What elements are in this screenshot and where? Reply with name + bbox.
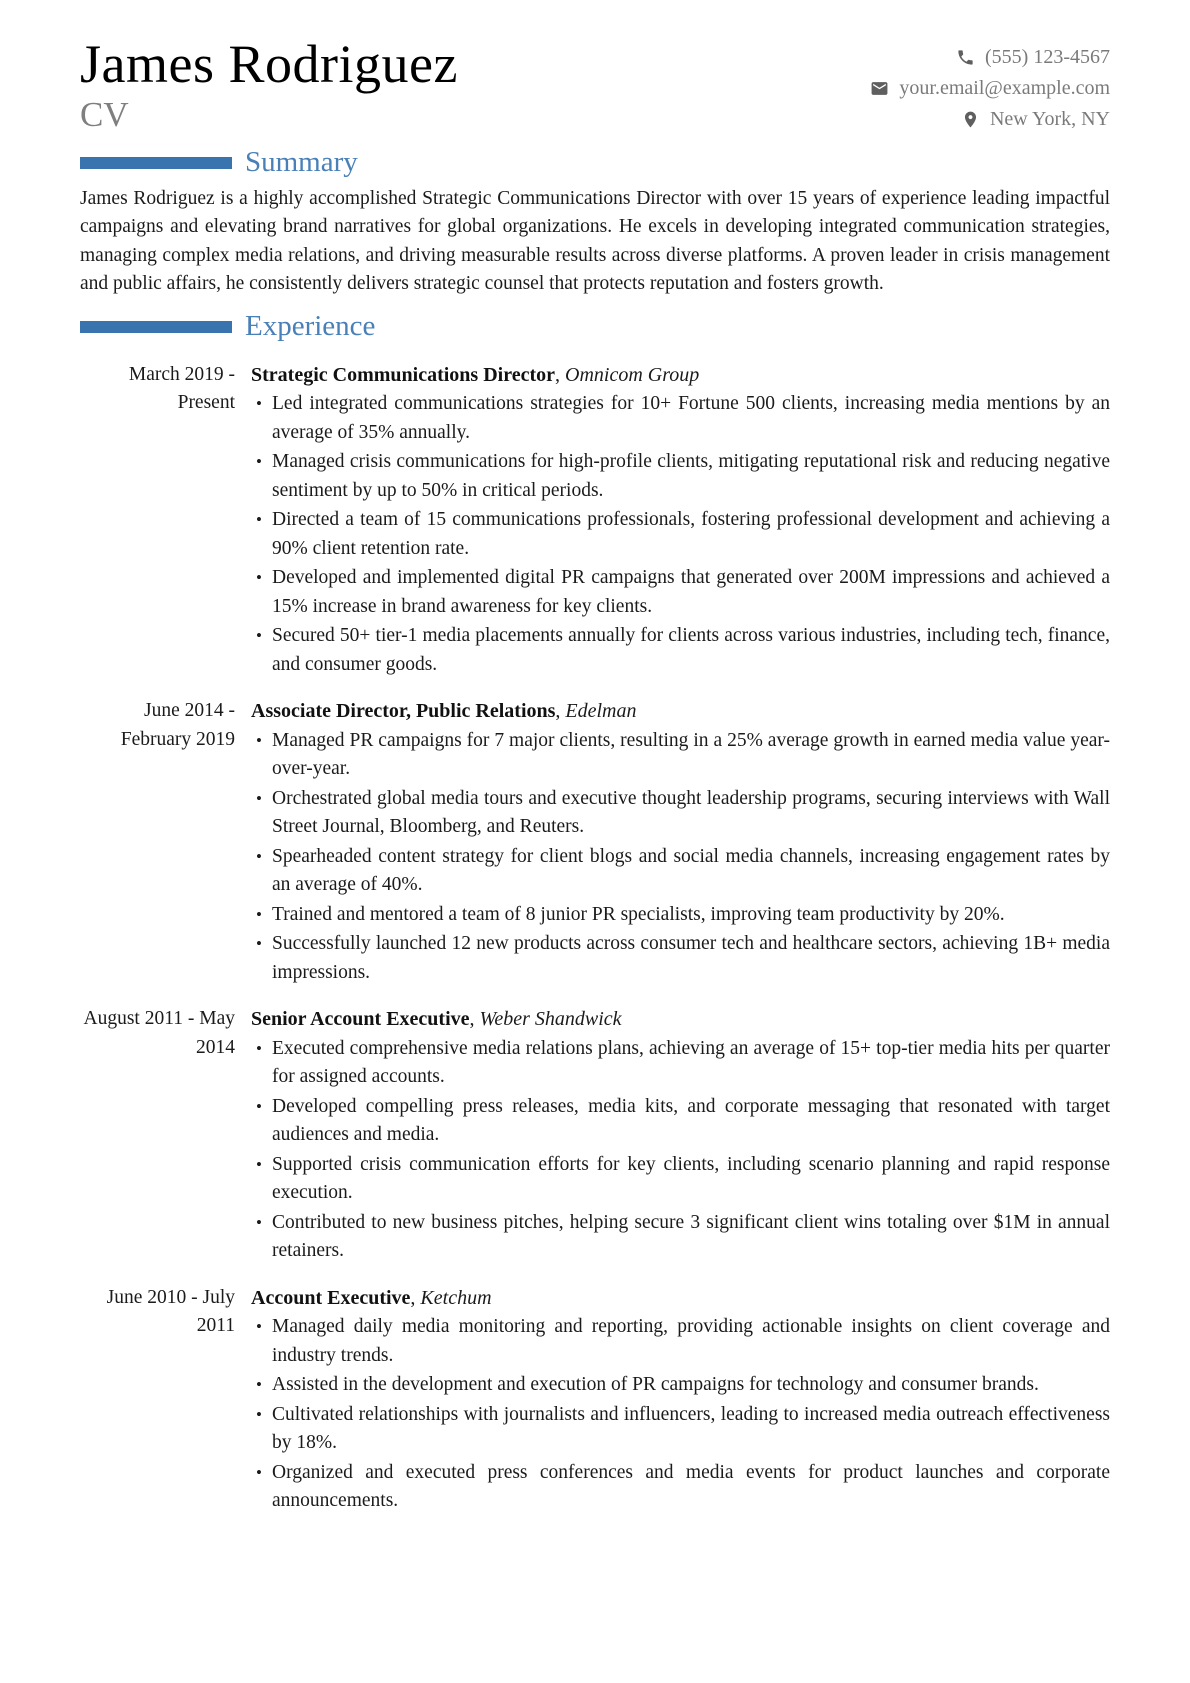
email-address: your.email@example.com — [899, 77, 1110, 99]
bullet-item: • Supported crisis communication efforts for key clients, including scenario planning and rapid response execution. — [251, 1151, 1110, 1208]
entry-company-name: Edelman — [565, 700, 637, 723]
entry-company-name: Ketchum — [420, 1286, 492, 1309]
phone-number: (555) 123-4567 — [985, 46, 1110, 68]
bullet-item: • Assisted in the development and execution of PR campaigns for technology and consumer brands. — [251, 1371, 1110, 1400]
phone-icon — [956, 48, 975, 67]
bullet-item: • Orchestrated global media tours and executive thought leadership programs, securing interviews with Wall Street Journal, Bloomberg, and Reuters. — [251, 785, 1110, 842]
contact-email-row — [870, 73, 1110, 104]
bullet-item: • Trained and mentored a team of 8 junior PR specialists, improving team productivity by 20%. — [251, 901, 1110, 930]
entry-title-separator: , — [469, 1008, 480, 1031]
bullet-item: • Directed a team of 15 communications professionals, fostering professional development and achieving a 90% client retention rate. — [251, 506, 1110, 563]
experience-heading — [80, 311, 1110, 343]
entry-title-separator: , — [410, 1286, 421, 1309]
experience-entry — [80, 361, 1110, 680]
entry-title-line — [251, 697, 1110, 726]
bullet-item: • Managed PR campaigns for 7 major clients, resulting in a 25% average growth in earned media value year-over-year. — [251, 727, 1110, 784]
bullet-item: • Led integrated communications strategies for 10+ Fortune 500 clients, increasing media mentions by an average of 35% annually. — [251, 390, 1110, 447]
entry-content — [251, 1284, 1110, 1516]
entry-job-title: Strategic Communications Director — [251, 363, 556, 386]
experience-entry — [80, 1005, 1110, 1266]
bullet-item: • Developed and implemented digital PR campaigns that generated over 200M impressions and achieved a 15% increase in brand awareness for key clients. — [251, 564, 1110, 621]
bullet-item: • Developed compelling press releases, media kits, and corporate messaging that resonated with target audiences and media. — [251, 1093, 1110, 1150]
envelope-icon — [870, 79, 889, 98]
bullet-item: • Successfully launched 12 new products across consumer tech and healthcare sectors, achieving 1B+ media impressions. — [251, 930, 1110, 987]
person-name: James Rodriguez — [80, 34, 458, 94]
entry-bullet-list — [251, 1313, 1110, 1516]
bullet-item: • Organized and executed press conferences and media events for product launches and corporate announcements. — [251, 1459, 1110, 1516]
entry-bullet-list — [251, 1035, 1110, 1266]
experience-section — [80, 311, 1110, 1516]
entry-content — [251, 1005, 1110, 1266]
entry-job-title: Associate Director, Public Relations — [251, 700, 556, 723]
entry-date: March 2019 - Present — [128, 363, 235, 414]
map-pin-icon — [961, 110, 980, 129]
entry-title-separator: , — [555, 700, 566, 723]
experience-heading-text: Experience — [245, 309, 376, 342]
contact-phone-row — [870, 42, 1110, 73]
entry-job-title: Account Executive — [251, 1286, 411, 1309]
entry-bullet-list — [251, 727, 1110, 988]
entry-title-line — [251, 361, 1110, 390]
entry-content — [251, 361, 1110, 680]
entry-title-separator: , — [555, 363, 566, 386]
experience-entry — [80, 697, 1110, 987]
location-text: New York, NY — [989, 108, 1110, 130]
bullet-item: • Secured 50+ tier-1 media placements annually for clients across various industries, including tech, finance, and consumer goods. — [251, 622, 1110, 679]
cv-header — [80, 36, 1110, 135]
bullet-item: • Managed daily media monitoring and reporting, providing actionable insights on client coverage and industry trends. — [251, 1313, 1110, 1370]
cv-subtitle: CV — [80, 94, 129, 134]
identity-block — [80, 36, 458, 134]
entry-bullet-list — [251, 390, 1110, 679]
bullet-item: • Managed crisis communications for high-profile clients, mitigating reputational risk and reducing negative sentiment by up to 50% in critical periods. — [251, 448, 1110, 505]
entry-date: August 2011 - May 2014 — [83, 1008, 235, 1058]
bullet-item: • Cultivated relationships with journalists and influencers, leading to increased media outreach effectiveness by 18%. — [251, 1401, 1110, 1458]
contact-block — [870, 42, 1110, 135]
entry-date: June 2010 - July 2011 — [106, 1286, 235, 1337]
experience-entry — [80, 1284, 1110, 1516]
entry-title-line — [251, 1284, 1110, 1313]
entry-job-title: Senior Account Executive — [251, 1008, 470, 1031]
bullet-item: • Spearheaded content strategy for client blogs and social media channels, increasing engagement rates by an average of 40%. — [251, 843, 1110, 900]
summary-section — [80, 147, 1110, 299]
entry-date: June 2014 - February 2019 — [120, 700, 235, 750]
entry-title-line — [251, 1005, 1110, 1034]
summary-heading-text: Summary — [245, 146, 358, 178]
summary-heading — [80, 147, 1110, 179]
summary-paragraph: James Rodriguez is a highly accomplished Strategic Communications Director with over 15 years of experience leading impactful campaigns and elevating brand narratives for global organizations. He excels in developing integrated communication strategies, managing complex media relations, and driving measurable results across diverse platforms. A proven leader in crisis management and public affairs, he consistently delivers strategic counsel that protects reputation and fosters growth. — [80, 187, 1110, 295]
contact-location-row — [870, 104, 1110, 135]
entry-content — [251, 697, 1110, 987]
entry-company-name: Weber Shandwick — [479, 1008, 622, 1031]
bullet-item: • Contributed to new business pitches, helping secure 3 significant client wins totaling over $1M in annual retainers. — [251, 1209, 1110, 1266]
experience-entries — [80, 361, 1110, 1516]
entry-company-name: Omnicom Group — [565, 363, 700, 386]
bullet-item: • Executed comprehensive media relations plans, achieving an average of 15+ top-tier media hits per quarter for assigned accounts. — [251, 1035, 1110, 1092]
heading-accent-bar — [80, 321, 232, 333]
heading-accent-bar — [80, 157, 232, 169]
